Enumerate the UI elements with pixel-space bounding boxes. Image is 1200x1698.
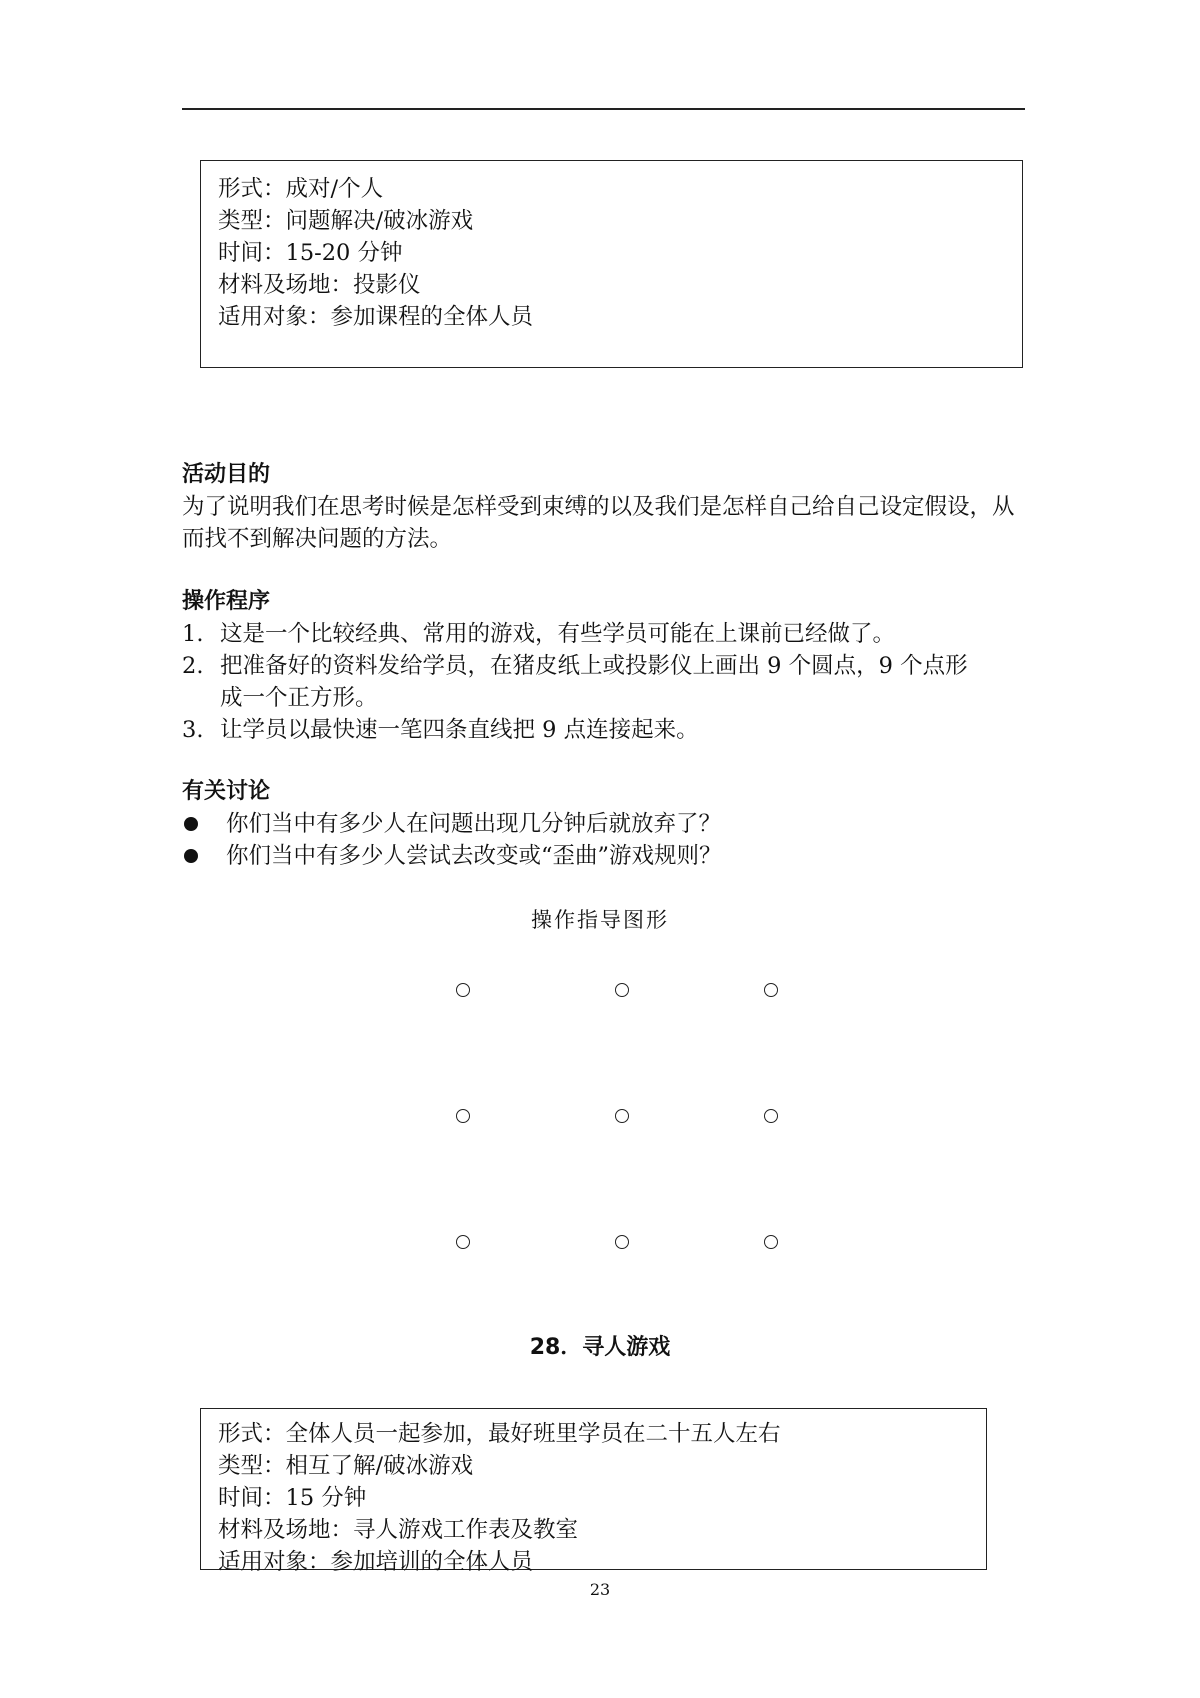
page-number: 23	[589, 1580, 611, 1599]
circle-dot-icon	[764, 983, 778, 997]
info-line-materials: 材料及场地：投影仪	[218, 272, 421, 298]
info-line-audience: 适用对象：参加培训的全体人员	[218, 1549, 534, 1575]
procedure-step	[182, 714, 968, 746]
header-rule	[182, 108, 1025, 110]
info-line-format: 形式：成对/个人	[218, 176, 384, 202]
step-number: 2.	[182, 653, 204, 679]
circle-dot-icon	[456, 1235, 470, 1249]
discussion-text: 你们当中有多少人在问题出现几分钟后就放弃了？	[226, 811, 722, 837]
bullet-icon	[184, 817, 198, 831]
discussion-item	[182, 808, 722, 840]
procedure-step	[182, 650, 968, 682]
step-text: 成一个正方形。	[220, 685, 378, 711]
procedure-step-continued	[182, 682, 968, 714]
info-line-type: 类型：问题解决/破冰游戏	[218, 208, 474, 234]
procedure-title: 操作程序	[182, 589, 271, 614]
info-line-time: 时间：15 分钟	[218, 1485, 367, 1511]
procedure-step	[182, 618, 968, 650]
discussion-title: 有关讨论	[182, 779, 271, 804]
info-box-activity	[200, 160, 1023, 368]
circle-dot-icon	[456, 1109, 470, 1123]
procedure-steps	[182, 618, 968, 746]
discussion-item	[182, 840, 722, 872]
circle-dot-icon	[615, 1109, 629, 1123]
info-line-format: 形式：全体人员一起参加，最好班里学员在二十五人左右	[218, 1421, 781, 1447]
step-number: 3.	[182, 717, 204, 743]
info-line-type: 类型：相互了解/破冰游戏	[218, 1453, 474, 1479]
circle-dot-icon	[764, 1109, 778, 1123]
discussion-text: 你们当中有多少人尝试去改变或“歪曲”游戏规则？	[226, 843, 722, 869]
circle-dot-icon	[615, 1235, 629, 1249]
circle-dot-icon	[456, 983, 470, 997]
info-line-audience: 适用对象：参加课程的全体人员	[218, 304, 534, 330]
discussion-list	[182, 808, 722, 872]
purpose-title: 活动目的	[182, 462, 271, 487]
info-box-find-people	[200, 1408, 987, 1575]
info-line-materials: 材料及场地：寻人游戏工作表及教室	[218, 1517, 579, 1543]
info-line-time: 时间：15-20 分钟	[218, 240, 403, 266]
section-heading-28: 28．寻人游戏	[529, 1335, 671, 1360]
step-text: 让学员以最快速一笔四条直线把 9 点连接起来。	[220, 717, 699, 743]
step-text: 把准备好的资料发给学员，在猪皮纸上或投影仪上画出 9 个圆点，9 个点形	[220, 653, 968, 679]
circle-dot-icon	[764, 1235, 778, 1249]
step-text: 这是一个比较经典、常用的游戏，有些学员可能在上课前已经做了。	[220, 621, 896, 647]
step-number: 1.	[182, 621, 204, 647]
figure-caption: 操作指导图形	[531, 908, 669, 932]
circle-dot-icon	[615, 983, 629, 997]
bullet-icon	[184, 849, 198, 863]
purpose-text: 为了说明我们在思考时候是怎样受到束缚的以及我们是怎样自己给自己设定假设，从而找不到解决问题的方法。	[182, 494, 1015, 552]
